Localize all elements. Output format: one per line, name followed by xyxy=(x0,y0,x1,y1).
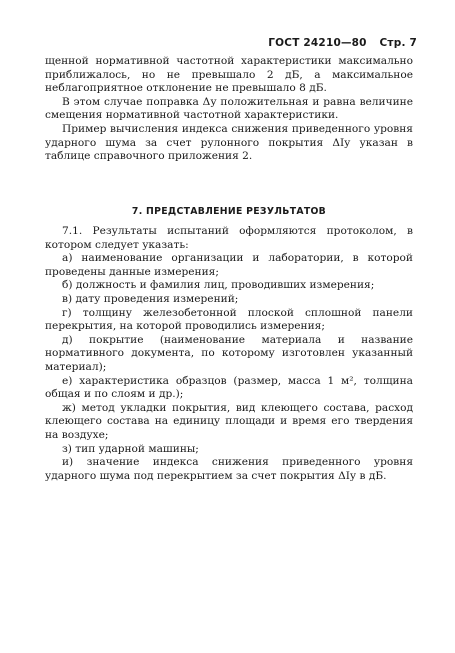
paragraph-continuation: щенной нормативной частотной характеристики максимально приближалось, но не превышало 2 дБ, а максимальное неблагоприятное отклонение не превышало 8 дБ. xyxy=(45,55,413,95)
list-item: з) тип ударной машины; xyxy=(62,442,199,455)
section-lead: 7.1. Результаты испытаний оформляются протоколом, в котором следует указать: xyxy=(45,225,413,251)
section-title: 7. ПРЕДСТАВЛЕНИЕ РЕЗУЛЬТАТОВ xyxy=(131,206,327,217)
list-item: в) дату проведения измерений; xyxy=(62,292,239,305)
intro-text xyxy=(45,55,413,164)
page-number: Стр. 7 xyxy=(379,37,417,49)
list-item: г) толщину железобетонной плоской сплошной панели перекрытия, на которой проводились измерения; xyxy=(45,306,413,333)
section-body xyxy=(45,225,413,483)
paragraph-example: Пример вычисления индекса снижения приведенного уровня ударного шума за счет рулонного покрытия ΔIу указан в таблице справочного приложения 2. xyxy=(45,122,413,163)
list-item: и) значение индекса снижения приведенного уровня ударного шума под перекрытием за счет покрытия ΔIу в дБ. xyxy=(45,456,413,482)
standard-number: ГОСТ 24210—80 xyxy=(268,37,367,49)
list-item: д) покрытие (наименование материала и название нормативного документа, по которому изготовлен указанный материал); xyxy=(45,333,413,373)
list-item: е) характеристика образцов (размер, масса 1 м², толщина общая и по слоям и др.); xyxy=(45,374,413,401)
page-header xyxy=(268,37,417,49)
list-item: а) наименование организации и лаборатории, в которой проведены данные измерения; xyxy=(45,252,413,278)
list-item: б) должность и фамилия лиц, проводивших измерения; xyxy=(62,279,375,292)
list-item: ж) метод укладки покрытия, вид клеющего состава, расход клеющего состава на единицу площади и время его твердения на воздухе; xyxy=(45,401,413,441)
paragraph-correction: В этом случае поправка Δу положительная и равна величине смещения нормативной частотной характеристики. xyxy=(45,95,413,122)
